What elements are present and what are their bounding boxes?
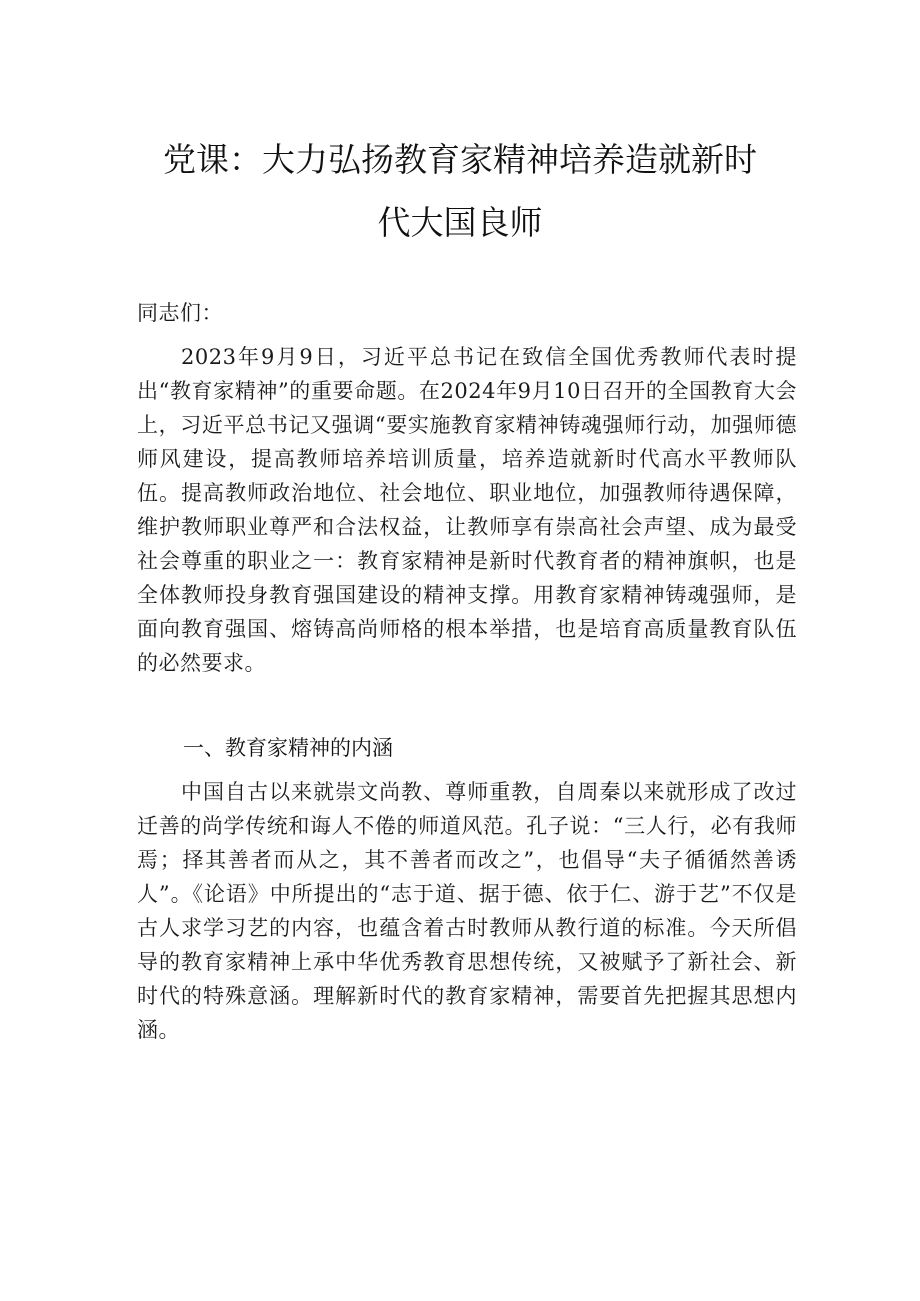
document-title-line-1: 党课：大力弘扬教育家精神培养造就新时 [163, 140, 757, 179]
salutation: 同志们： [137, 301, 223, 325]
section-heading-1: 一、教育家精神的内涵 [183, 736, 393, 760]
document-title-line-2: 代大国良师 [377, 203, 543, 242]
body-paragraph-1: 2023年9月9日，习近平总书记在致信全国优秀教师代表时提出“教育家精神”的重要命题。在2024年9月10日召开的全国教育大会上，习近平总书记又强调“要实施教育家精神铸魂强师行动，加强师德师风建设，提高教师培养培训质量，培养造就新时代高水平教师队伍。提高教师政治地位、社会地位、职业地位，加强教师待遇保障，维护教师职业尊严和合法权益，让教师享有崇高社会声望、成为最受社会尊重的职业之一：教育家精神是新时代教育者的精神旗帜，也是全体教师投身教育强国建设的精神支撑。用教育家精神铸魂强师，是面向教育强国、熔铸高尚师格的根本举措，也是培育高质量教育队伍的必然要求。 [137, 345, 797, 675]
body-paragraph-2: 中国自古以来就崇文尚教、尊师重教，自周秦以来就形成了改过迁善的尚学传统和诲人不倦的师道风范。孔子说：“三人行，必有我师焉；择其善者而从之，其不善者而改之”，也倡导“夫子循循然善诱人”。《论语》中所提出的“志于道、据于德、依于仁、游于艺”不仅是古人求学习艺的内容，也蕴含着古时教师从教行道的标准。今天所倡导的教育家精神上承中华优秀教育思想传统，又被赋予了新社会、新时代的特殊意涵。理解新时代的教育家精神，需要首先把握其思想内涵。 [137, 780, 797, 1042]
